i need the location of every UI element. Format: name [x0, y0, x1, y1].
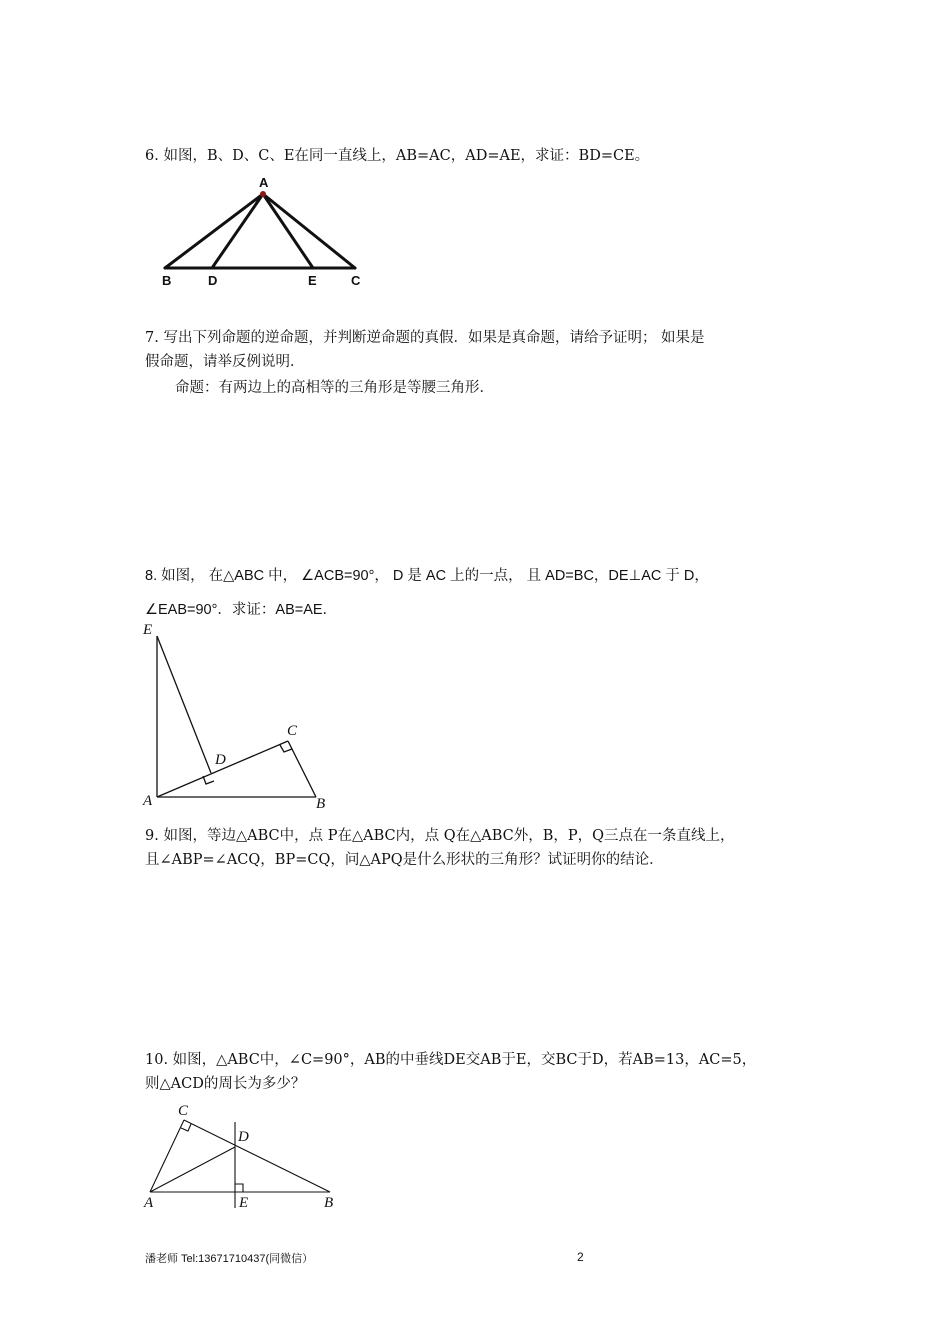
page-number: 2 — [577, 1250, 584, 1264]
q6-line-ac — [263, 194, 355, 268]
q8-label-b: B — [316, 796, 326, 812]
q7-line1: 7. 写出下列命题的逆命题，并判断逆命题的真假．如果是真命题，请给予证明； 如果是 — [145, 330, 705, 346]
q6-label-a: A — [259, 175, 269, 190]
q6-vertex-a-dot — [260, 191, 266, 197]
q8-line1: 8. 如图， 在△ABC 中， ∠ACB=90°， D 是 AC 上的一点， 且 AD=BC，DE⊥AC 于 D， — [145, 568, 709, 584]
footer-contact: 潘老师 Tel:13671710437(同微信） — [145, 1253, 314, 1265]
q10-figure — [140, 1100, 350, 1215]
q10-line-cb — [184, 1120, 330, 1192]
q10-line2: 则△ACD的周长为多少？ — [145, 1076, 306, 1092]
q10-line-ad — [150, 1147, 235, 1192]
q10-right-angle-e — [235, 1184, 243, 1192]
q7-line3: 命题：有两边上的高相等的三角形是等腰三角形． — [175, 380, 494, 396]
q9-line2: 且∠ABP=∠ACQ，BP=CQ，问△APQ是什么形状的三角形？试证明你的结论． — [145, 852, 664, 868]
q10-label-b: B — [324, 1195, 334, 1211]
q8-line2: ∠EAB=90°．求证：AB=AE． — [145, 602, 338, 618]
q6-label-b: B — [162, 273, 172, 288]
q6-label-c: C — [351, 273, 361, 288]
q10-right-angle-c — [181, 1124, 191, 1131]
q6-line-ad — [212, 194, 263, 268]
q10-line-ac — [150, 1120, 184, 1192]
q8-label-c: C — [287, 723, 298, 739]
q8-label-d: D — [215, 752, 226, 768]
q9-line1: 9. 如图，等边△ABC中，点 P在△ABC内，点 Q在△ABC外，B，P，Q三点在一条直线上， — [145, 828, 735, 844]
q8-line-ed — [157, 636, 211, 773]
q7-line2: 假命题，请举反例说明． — [145, 354, 305, 370]
q6-label-e: E — [308, 273, 317, 288]
q8-label-e: E — [143, 622, 153, 638]
q8-figure — [140, 618, 340, 813]
q8-label-a: A — [143, 793, 153, 809]
q10-label-d: D — [238, 1129, 249, 1145]
q6-label-d: D — [208, 273, 218, 288]
q8-line-cb — [288, 741, 316, 797]
q10-line1: 10. 如图，△ABC中，∠C=90°，AB的中垂线DE交AB于E，交BC于D，若AB=13，AC=5， — [145, 1052, 757, 1068]
q10-label-a: A — [144, 1195, 154, 1211]
q6-line-ae — [263, 194, 313, 268]
q6-figure — [155, 172, 375, 292]
q8-line-ac — [157, 741, 288, 797]
q6-text: 6. 如图，B、D、C、E在同一直线上，AB=AC，AD=AE，求证：BD=CE。 — [145, 148, 650, 164]
q6-line-ab — [165, 194, 263, 268]
q10-label-c: C — [178, 1103, 189, 1119]
q10-label-e: E — [239, 1195, 249, 1211]
